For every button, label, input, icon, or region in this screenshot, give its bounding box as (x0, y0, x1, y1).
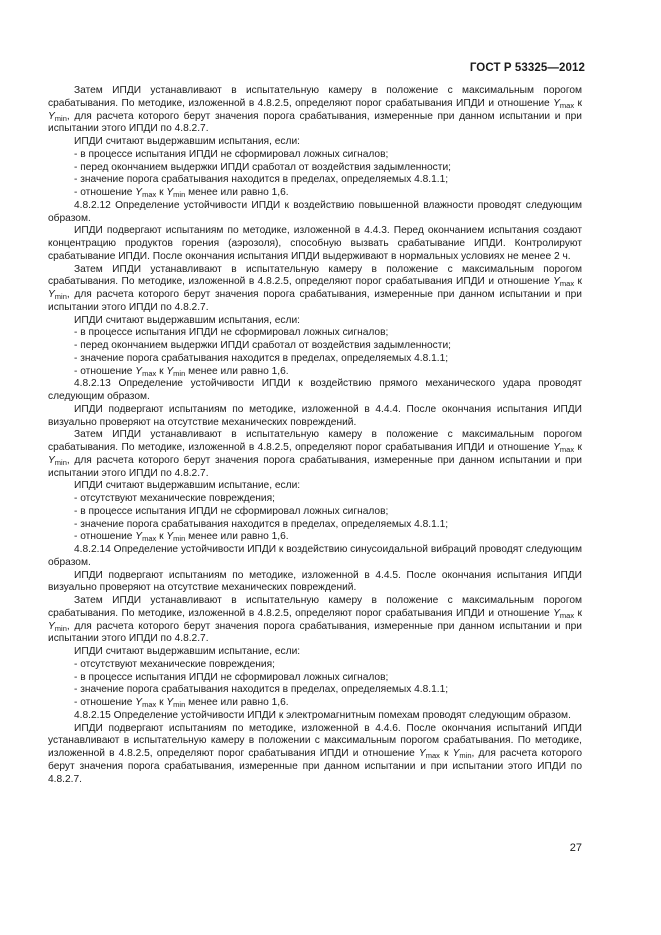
page-number: 27 (569, 842, 582, 854)
paragraph: Затем ИПДИ устанавливают в испытательную камеру в положение с максимальным порогом срабатывания. По методике, изложенной в 4.8.2.5, определяют порог срабатывания ИПДИ и отношение $Y_{max}$ к $Y_{min}$, для расчета которого берут значения порога срабатывания, измеренные при данном испытании и при испытании этого ИПДИ по 4.8.2.7. (48, 263, 582, 313)
paragraph: ИПДИ считают выдержавшим испытание, если: (74, 646, 301, 657)
paragraph: ИПДИ считают выдержавшим испытание, если: (74, 480, 301, 492)
paragraph: ИПДИ подвергают испытаниям по методике, изложенной в 4.4.5. После окончания испытания ИПДИ визуально проверяют на отсутствие механических повреждений. (48, 569, 582, 594)
list-item: - в процессе испытания ИПДИ не сформировал ложных сигналов; (74, 327, 389, 339)
list-item: - значение порога срабатывания находится в пределах, определяемых 4.8.1.1; (74, 352, 449, 364)
list-item: - отношение $Y_{max}$ к $Y_{min}$ менее или равно 1,6. (74, 531, 289, 544)
list-item: - отношение $Y_{max}$ к $Y_{min}$ менее или равно 1,6. (74, 697, 289, 709)
list-item: - в процессе испытания ИПДИ не сформировал ложных сигналов; (74, 148, 389, 160)
list-item: - значение порога срабатывания находится в пределах, определяемых 4.8.1.1; (74, 174, 449, 186)
paragraph: ИПДИ подвергают испытаниям по методике, изложенной в 4.4.4. После окончания испытания ИПДИ визуально проверяют на отсутствие механических повреждений. (48, 403, 582, 428)
paragraph: Затем ИПДИ устанавливают в испытательную камеру в положение с максимальным порогом срабатывания. По методике, изложенной в 4.8.2.5, определяют порог срабатывания ИПДИ и отношение $Y_{max}$ к $Y_{min}$, для расчета которого берут значения порога срабатывания, измеренные при данном испытании и при испытании этого ИПДИ по 4.8.2.7. (48, 429, 582, 479)
list-item: - отсутствуют механические повреждения; (74, 658, 275, 670)
paragraph: ИПДИ считают выдержавшим испытания, если: (74, 136, 300, 147)
paragraph: ИПДИ подвергают испытаниям по методике, изложенной в 4.4.6. После окончания испытаний ИПДИ устанавливают в испытательную камеру в положении с максимальным порогом срабатывания. По методике, изложенной в 4.8.2.5, определяют порог срабатывания ИПДИ и отношение $Y_{max}$ к $Y_{min}$, для расчета которого берут значения порога срабатывания, измеренные при данном испытании и при испытании этого ИПДИ по 4.8.2.7. (48, 722, 583, 785)
paragraph: 4.8.2.13 Определение устойчивости ИПДИ к воздействию прямого механического удара проводят следующим образом. (48, 378, 582, 402)
list-item: - отношение $Y_{max}$ к $Y_{min}$ менее или равно 1,6. (74, 365, 289, 378)
document-body (48, 85, 582, 786)
paragraph: 4.8.2.15 Определение устойчивости ИПДИ к электромагнитным помехам проводят следующим образом. (74, 709, 571, 721)
list-item: - в процессе испытания ИПДИ не сформировал ложных сигналов; (74, 505, 389, 517)
list-item: - значение порога срабатывания находится в пределах, определяемых 4.8.1.1; (74, 684, 449, 696)
list-item: - значение порога срабатывания находится в пределах, определяемых 4.8.1.1; (74, 518, 449, 530)
list-item: - перед окончанием выдержки ИПДИ сработал от воздействия задымленности; (74, 161, 451, 173)
document-id-header: ГОСТ Р 53325—2012 (469, 62, 585, 74)
paragraph: Затем ИПДИ устанавливают в испытательную камеру в положение с максимальным порогом срабатывания. По методике, изложенной в 4.8.2.5, определяют порог срабатывания ИПДИ и отношение $Y_{max}$ к $Y_{min}$, для расчета которого берут значения порога срабатывания, измеренные при данном испытании и при испытании этого ИПДИ по 4.8.2.7. (48, 595, 582, 645)
list-item: - в процессе испытания ИПДИ не сформировал ложных сигналов; (74, 671, 389, 683)
paragraph: ИПДИ подвергают испытаниям по методике, изложенной в 4.4.3. Перед окончанием испытания создают концентрацию продуктов горения (аэрозоля), способную вызвать срабатывание ИПДИ. Контролируют срабатывание ИПДИ. После окончания испытания ИПДИ выдерживают в нормальных условиях не менее 2 ч. (48, 225, 582, 262)
list-item: - перед окончанием выдержки ИПДИ сработал от воздействия задымленности; (74, 340, 451, 351)
paragraph: ИПДИ считают выдержавшим испытания, если: (74, 314, 300, 326)
paragraph: 4.8.2.14 Определение устойчивости ИПДИ к воздействию синусоидальной вибраций проводят следующим образом. (48, 544, 582, 568)
list-item: - отсутствуют механические повреждения; (74, 493, 275, 504)
paragraph: Затем ИПДИ устанавливают в испытательную камеру в положение с максимальным порогом срабатывания. По методике, изложенной в 4.8.2.5, определяют порог срабатывания ИПДИ и отношение $Y_{max}$ к $Y_{min}$, для расчета которого берут значения порога срабатывания, измеренные при данном испытании и при испытании этого ИПДИ по 4.8.2.7. (48, 85, 582, 135)
paragraph: 4.8.2.12 Определение устойчивости ИПДИ к воздействию повышенной влажности проводят следующим образом. (48, 199, 582, 224)
list-item: - отношение $Y_{max}$ к $Y_{min}$ менее или равно 1,6. (74, 187, 289, 199)
